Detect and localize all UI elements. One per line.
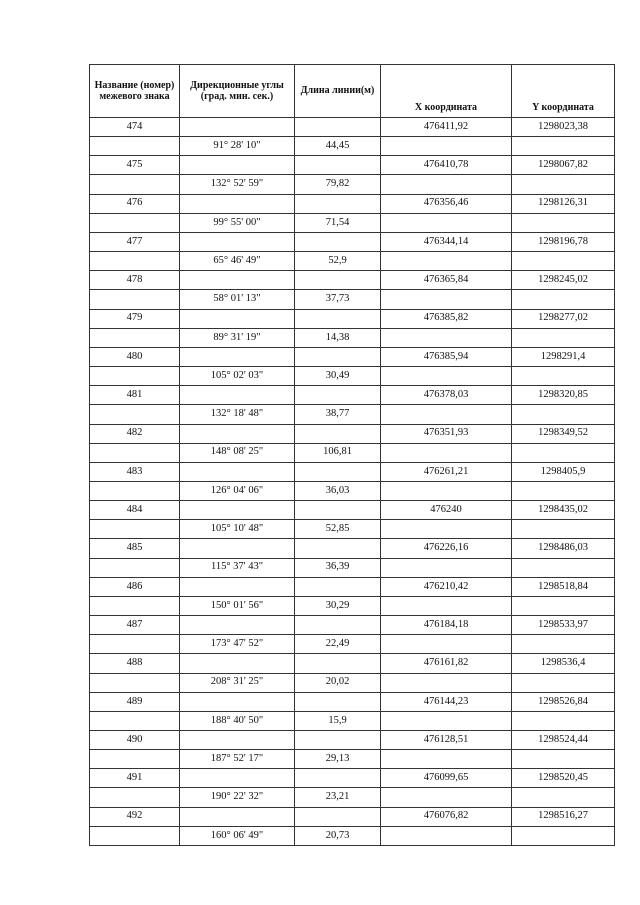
y-coordinate: 1298277,02 xyxy=(512,309,615,328)
empty-cell xyxy=(512,788,615,807)
empty-cell xyxy=(90,520,180,539)
segment-row xyxy=(90,520,615,539)
direction-angle: 126° 04' 06" xyxy=(180,481,295,500)
point-row xyxy=(90,462,615,481)
direction-angle: 115° 37' 43" xyxy=(180,558,295,577)
point-row xyxy=(90,692,615,711)
empty-cell xyxy=(295,616,381,635)
empty-cell xyxy=(295,232,381,251)
empty-cell xyxy=(295,118,381,137)
point-row xyxy=(90,807,615,826)
segment-row xyxy=(90,175,615,194)
empty-cell xyxy=(381,405,512,424)
header-point-name: Название (номер) межевого знака xyxy=(90,65,180,118)
empty-cell xyxy=(295,731,381,750)
empty-cell xyxy=(180,118,295,137)
point-name: 483 xyxy=(90,462,180,481)
empty-cell xyxy=(180,462,295,481)
empty-cell xyxy=(381,750,512,769)
empty-cell xyxy=(180,309,295,328)
line-length: 71,54 xyxy=(295,213,381,232)
line-length: 20,02 xyxy=(295,673,381,692)
direction-angle: 148° 08' 25" xyxy=(180,443,295,462)
point-name: 482 xyxy=(90,424,180,443)
point-name: 478 xyxy=(90,271,180,290)
empty-cell xyxy=(90,405,180,424)
point-name: 491 xyxy=(90,769,180,788)
point-row xyxy=(90,577,615,596)
y-coordinate: 1298533,97 xyxy=(512,616,615,635)
empty-cell xyxy=(180,501,295,520)
empty-cell xyxy=(512,367,615,386)
direction-angle: 105° 02' 03" xyxy=(180,367,295,386)
point-row xyxy=(90,156,615,175)
point-name: 484 xyxy=(90,501,180,520)
empty-cell xyxy=(90,443,180,462)
point-row xyxy=(90,271,615,290)
y-coordinate: 1298245,02 xyxy=(512,271,615,290)
y-coordinate: 1298518,84 xyxy=(512,577,615,596)
point-name: 476 xyxy=(90,194,180,213)
point-name: 475 xyxy=(90,156,180,175)
empty-cell xyxy=(381,290,512,309)
segment-row xyxy=(90,252,615,271)
segment-row xyxy=(90,367,615,386)
direction-angle: 99° 55' 00" xyxy=(180,213,295,232)
point-name: 490 xyxy=(90,731,180,750)
direction-angle: 105° 10' 48" xyxy=(180,520,295,539)
x-coordinate: 476128,51 xyxy=(381,731,512,750)
empty-cell xyxy=(381,673,512,692)
empty-cell xyxy=(180,386,295,405)
segment-row xyxy=(90,405,615,424)
line-length: 44,45 xyxy=(295,137,381,156)
empty-cell xyxy=(180,731,295,750)
x-coordinate: 476144,23 xyxy=(381,692,512,711)
empty-cell xyxy=(180,156,295,175)
point-name: 481 xyxy=(90,386,180,405)
empty-cell xyxy=(180,692,295,711)
empty-cell xyxy=(90,788,180,807)
direction-angle: 160° 06' 49" xyxy=(180,826,295,845)
header-y-coordinate: Y координата xyxy=(512,65,615,118)
empty-cell xyxy=(90,558,180,577)
y-coordinate: 1298349,52 xyxy=(512,424,615,443)
x-coordinate: 476344,14 xyxy=(381,232,512,251)
line-length: 23,21 xyxy=(295,788,381,807)
empty-cell xyxy=(381,213,512,232)
empty-cell xyxy=(180,271,295,290)
direction-angle: 58° 01' 13" xyxy=(180,290,295,309)
empty-cell xyxy=(381,137,512,156)
empty-cell xyxy=(381,711,512,730)
x-coordinate: 476365,84 xyxy=(381,271,512,290)
line-length: 15,9 xyxy=(295,711,381,730)
x-coordinate: 476356,46 xyxy=(381,194,512,213)
table-body xyxy=(90,118,615,846)
empty-cell xyxy=(295,692,381,711)
direction-angle: 208° 31' 25" xyxy=(180,673,295,692)
point-name: 487 xyxy=(90,616,180,635)
point-name: 479 xyxy=(90,309,180,328)
segment-row xyxy=(90,328,615,347)
point-row xyxy=(90,539,615,558)
header-direction-angles: Дирекционные углы (град. мин. сек.) xyxy=(180,65,295,118)
point-name: 486 xyxy=(90,577,180,596)
y-coordinate: 1298486,03 xyxy=(512,539,615,558)
empty-cell xyxy=(381,328,512,347)
empty-cell xyxy=(295,386,381,405)
empty-cell xyxy=(512,405,615,424)
segment-row xyxy=(90,635,615,654)
empty-cell xyxy=(90,328,180,347)
segment-row xyxy=(90,596,615,615)
y-coordinate: 1298516,27 xyxy=(512,807,615,826)
empty-cell xyxy=(180,194,295,213)
point-row xyxy=(90,386,615,405)
segment-row xyxy=(90,673,615,692)
point-name: 480 xyxy=(90,347,180,366)
empty-cell xyxy=(295,769,381,788)
line-length: 20,73 xyxy=(295,826,381,845)
y-coordinate: 1298067,82 xyxy=(512,156,615,175)
y-coordinate: 1298536,4 xyxy=(512,654,615,673)
empty-cell xyxy=(512,750,615,769)
direction-angle: 65° 46' 49" xyxy=(180,252,295,271)
empty-cell xyxy=(90,750,180,769)
direction-angle: 132° 52' 59" xyxy=(180,175,295,194)
point-row xyxy=(90,424,615,443)
line-length: 37,73 xyxy=(295,290,381,309)
point-row xyxy=(90,731,615,750)
x-coordinate: 476261,21 xyxy=(381,462,512,481)
empty-cell xyxy=(381,558,512,577)
line-length: 36,39 xyxy=(295,558,381,577)
empty-cell xyxy=(90,290,180,309)
empty-cell xyxy=(90,137,180,156)
empty-cell xyxy=(295,539,381,558)
segment-row xyxy=(90,443,615,462)
direction-angle: 89° 31' 19" xyxy=(180,328,295,347)
line-length: 106,81 xyxy=(295,443,381,462)
empty-cell xyxy=(512,443,615,462)
empty-cell xyxy=(180,232,295,251)
empty-cell xyxy=(180,347,295,366)
empty-cell xyxy=(180,539,295,558)
segment-row xyxy=(90,290,615,309)
x-coordinate: 476385,82 xyxy=(381,309,512,328)
x-coordinate: 476411,92 xyxy=(381,118,512,137)
direction-angle: 150° 01' 56" xyxy=(180,596,295,615)
segment-row xyxy=(90,481,615,500)
y-coordinate: 1298405,9 xyxy=(512,462,615,481)
point-row xyxy=(90,194,615,213)
empty-cell xyxy=(381,175,512,194)
empty-cell xyxy=(512,213,615,232)
point-name: 474 xyxy=(90,118,180,137)
empty-cell xyxy=(295,577,381,596)
empty-cell xyxy=(90,481,180,500)
empty-cell xyxy=(295,807,381,826)
y-coordinate: 1298524,44 xyxy=(512,731,615,750)
empty-cell xyxy=(90,826,180,845)
empty-cell xyxy=(180,769,295,788)
header-x-coordinate: X координата xyxy=(381,65,512,118)
y-coordinate: 1298520,45 xyxy=(512,769,615,788)
line-length: 30,49 xyxy=(295,367,381,386)
empty-cell xyxy=(90,596,180,615)
line-length: 38,77 xyxy=(295,405,381,424)
point-row xyxy=(90,232,615,251)
segment-row xyxy=(90,213,615,232)
point-name: 488 xyxy=(90,654,180,673)
empty-cell xyxy=(180,616,295,635)
x-coordinate: 476099,65 xyxy=(381,769,512,788)
point-row xyxy=(90,501,615,520)
segment-row xyxy=(90,826,615,845)
empty-cell xyxy=(381,481,512,500)
empty-cell xyxy=(295,462,381,481)
empty-cell xyxy=(295,271,381,290)
empty-cell xyxy=(512,290,615,309)
table-header-row xyxy=(90,65,615,118)
point-row xyxy=(90,309,615,328)
direction-angle: 190° 22' 32" xyxy=(180,788,295,807)
empty-cell xyxy=(512,481,615,500)
line-length: 22,49 xyxy=(295,635,381,654)
y-coordinate: 1298196,78 xyxy=(512,232,615,251)
y-coordinate: 1298023,38 xyxy=(512,118,615,137)
line-length: 52,85 xyxy=(295,520,381,539)
empty-cell xyxy=(381,635,512,654)
direction-angle: 91° 28' 10" xyxy=(180,137,295,156)
empty-cell xyxy=(180,424,295,443)
empty-cell xyxy=(180,807,295,826)
point-row xyxy=(90,769,615,788)
empty-cell xyxy=(381,252,512,271)
point-name: 489 xyxy=(90,692,180,711)
line-length: 30,29 xyxy=(295,596,381,615)
empty-cell xyxy=(295,309,381,328)
direction-angle: 173° 47' 52" xyxy=(180,635,295,654)
empty-cell xyxy=(381,596,512,615)
empty-cell xyxy=(512,558,615,577)
x-coordinate: 476378,03 xyxy=(381,386,512,405)
point-name: 485 xyxy=(90,539,180,558)
empty-cell xyxy=(90,635,180,654)
x-coordinate: 476226,16 xyxy=(381,539,512,558)
point-row xyxy=(90,118,615,137)
x-coordinate: 476184,18 xyxy=(381,616,512,635)
empty-cell xyxy=(295,347,381,366)
empty-cell xyxy=(295,156,381,175)
y-coordinate: 1298526,84 xyxy=(512,692,615,711)
empty-cell xyxy=(295,194,381,213)
point-name: 492 xyxy=(90,807,180,826)
empty-cell xyxy=(90,673,180,692)
empty-cell xyxy=(512,596,615,615)
x-coordinate: 476076,82 xyxy=(381,807,512,826)
empty-cell xyxy=(512,673,615,692)
empty-cell xyxy=(295,501,381,520)
x-coordinate: 476410,78 xyxy=(381,156,512,175)
segment-row xyxy=(90,137,615,156)
header-line-length: Длина линии(м) xyxy=(295,65,381,118)
empty-cell xyxy=(180,577,295,596)
empty-cell xyxy=(381,367,512,386)
empty-cell xyxy=(295,654,381,673)
line-length: 36,03 xyxy=(295,481,381,500)
x-coordinate: 476240 xyxy=(381,501,512,520)
line-length: 14,38 xyxy=(295,328,381,347)
y-coordinate: 1298291,4 xyxy=(512,347,615,366)
empty-cell xyxy=(512,252,615,271)
empty-cell xyxy=(180,654,295,673)
y-coordinate: 1298320,85 xyxy=(512,386,615,405)
x-coordinate: 476385,94 xyxy=(381,347,512,366)
empty-cell xyxy=(90,367,180,386)
y-coordinate: 1298435,02 xyxy=(512,501,615,520)
empty-cell xyxy=(512,635,615,654)
empty-cell xyxy=(381,788,512,807)
segment-row xyxy=(90,750,615,769)
segment-row xyxy=(90,711,615,730)
empty-cell xyxy=(90,711,180,730)
direction-angle: 132° 18' 48" xyxy=(180,405,295,424)
x-coordinate: 476161,82 xyxy=(381,654,512,673)
segment-row xyxy=(90,788,615,807)
line-length: 79,82 xyxy=(295,175,381,194)
empty-cell xyxy=(512,520,615,539)
empty-cell xyxy=(512,826,615,845)
empty-cell xyxy=(90,213,180,232)
empty-cell xyxy=(381,826,512,845)
empty-cell xyxy=(381,443,512,462)
point-row xyxy=(90,347,615,366)
point-name: 477 xyxy=(90,232,180,251)
y-coordinate: 1298126,31 xyxy=(512,194,615,213)
empty-cell xyxy=(512,137,615,156)
line-length: 52,9 xyxy=(295,252,381,271)
direction-angle: 187° 52' 17" xyxy=(180,750,295,769)
x-coordinate: 476351,93 xyxy=(381,424,512,443)
boundary-coordinates-table xyxy=(89,64,615,846)
empty-cell xyxy=(90,175,180,194)
empty-cell xyxy=(512,328,615,347)
segment-row xyxy=(90,558,615,577)
empty-cell xyxy=(512,175,615,194)
empty-cell xyxy=(90,252,180,271)
line-length: 29,13 xyxy=(295,750,381,769)
empty-cell xyxy=(381,520,512,539)
empty-cell xyxy=(295,424,381,443)
x-coordinate: 476210,42 xyxy=(381,577,512,596)
point-row xyxy=(90,616,615,635)
direction-angle: 188° 40' 50" xyxy=(180,711,295,730)
empty-cell xyxy=(512,711,615,730)
point-row xyxy=(90,654,615,673)
